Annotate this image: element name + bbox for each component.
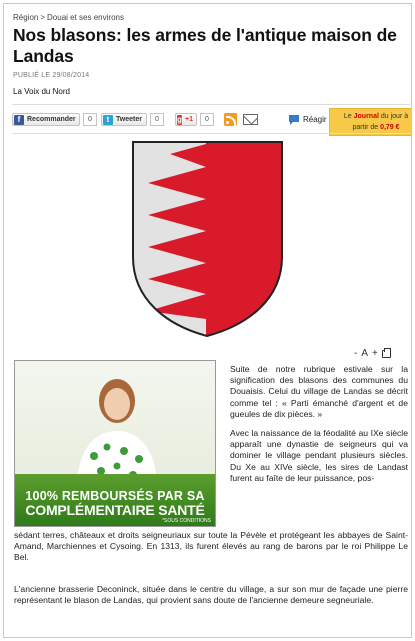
article-page [3, 3, 412, 638]
share-bar [12, 108, 410, 130]
font-decrease-button[interactable]: - [354, 348, 358, 359]
gplus-button[interactable] [175, 113, 197, 126]
react-link[interactable]: Réagir [303, 115, 327, 124]
tweet-button[interactable] [101, 113, 147, 126]
facebook-icon: f [14, 115, 24, 125]
facebook-count: 0 [83, 113, 97, 126]
divider-share [12, 133, 410, 134]
article-paragraph-3: L'ancienne brasserie Deconinck, située dans le centre du village, a sur son mur de façade une pierre représentant le blason de Landas, qui provient sans doute de l'ancienne demeure segneuriale. [14, 584, 408, 606]
breadcrumb-area-link[interactable]: Douai et ses environs [47, 13, 124, 22]
twitter-icon: t [103, 115, 113, 125]
facebook-label: Recommander [27, 116, 76, 123]
ad-headline-2: COMPLÉMENTAIRE SANTÉ [25, 502, 205, 518]
breadcrumb [13, 13, 124, 22]
article-paragraph-2-continued: sédant terres, châteaux et droits seigneuriaux sur toute la Pévèle et protégeant les abbayes de Saint-Amand, Marchiennes et Cysoing. En 1313, ils furent élevés au rang de barons par le roi Philippe Le Bel. [14, 530, 408, 563]
journal-promo-line2: partir de 0,79 € [352, 124, 400, 131]
ad-footnote: *SOUS CONDITIONS [162, 518, 211, 524]
gplus-count: 0 [200, 113, 214, 126]
font-increase-button[interactable]: + [372, 348, 378, 359]
rss-icon[interactable] [224, 113, 237, 126]
divider-top [12, 104, 410, 105]
ad-headline-1: 100% REMBOURSÉS PAR SA [25, 489, 205, 503]
breadcrumb-separator: > [40, 13, 46, 22]
text-tools [354, 348, 391, 359]
gplus-label: +1 [185, 116, 193, 123]
ad-woman-image [69, 371, 165, 489]
facebook-recommend-button[interactable] [12, 113, 80, 126]
journal-price: 0,79 € [380, 124, 400, 131]
mail-icon[interactable] [243, 114, 258, 125]
article-body-column [230, 364, 408, 492]
article-paragraph-1: Suite de notre rubrique estivale sur la signification des blasons des communes du Douaisis. Celui du village de Landas se décrit comme tel : « Parti émanché d'argent et de gueules de dix pièces. » [230, 364, 408, 419]
printer-icon[interactable] [382, 350, 391, 358]
breadcrumb-region-link[interactable]: Région [13, 13, 39, 22]
journal-promo[interactable] [329, 108, 412, 136]
publication-date: PUBLIÉ LE 29/08/2014 [13, 72, 90, 79]
article-paragraph-2: Avec la naissance de la féodalité au IXe siècle apparaît une dynastie de seigneurs qui va dominer le village pendant plusieurs siècles. Du Xe au XIVe siècle, les sires de Landast furent au faîte de leur puissance, pos- [230, 428, 408, 483]
tweet-label: Tweeter [116, 116, 142, 123]
gplus-icon: g [177, 115, 182, 124]
journal-brand: Journal [353, 113, 379, 120]
article-title: Nos blasons: les armes de l'antique maison de Landas [13, 25, 397, 66]
comment-icon[interactable] [288, 114, 300, 126]
twitter-count: 0 [150, 113, 164, 126]
landas-coat-of-arms [130, 139, 285, 339]
article-source: La Voix du Nord [13, 87, 70, 96]
journal-promo-line1: Le Journal du jour à [343, 113, 409, 120]
advertisement[interactable] [14, 360, 216, 527]
font-reset-button[interactable]: A [361, 348, 369, 359]
